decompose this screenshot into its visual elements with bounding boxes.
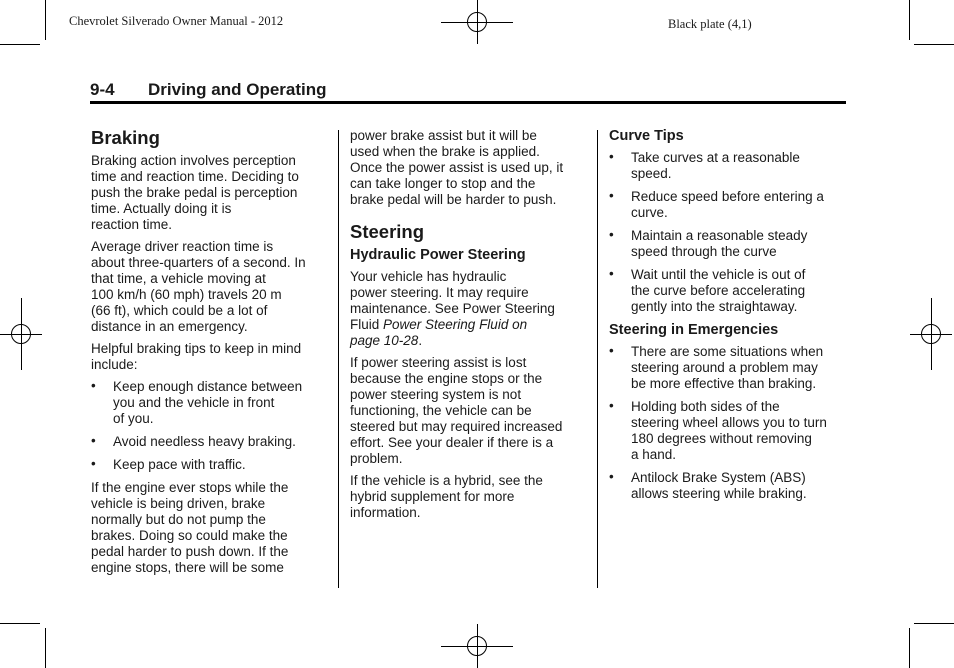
section-rule [90, 101, 846, 104]
list-item: • Holding both sides of the steering wheel allows you to turn 180 degrees without removing a hand. [609, 399, 847, 463]
crop-mark [0, 623, 40, 624]
heading-curve-tips: Curve Tips [609, 128, 684, 144]
paragraph: Braking action involves perception time and reaction time. Deciding to push the brake pedal is perception time. Actually doing it is reaction time. [91, 153, 299, 232]
section-header [90, 80, 846, 100]
cross-reference-link[interactable]: Power Steering Fluid on [383, 317, 528, 332]
list-item: • Wait until the vehicle is out of the curve before accelerating gently into the straightaway. [609, 267, 847, 315]
paragraph: If power steering assist is lost because the engine stops or the power steering system is not functioning, the vehicle can be steered but may required increased effort. See your dealer if there is a problem. [350, 355, 563, 466]
list-item: • There are some situations when steering around a problem may be more effective than braking. [609, 344, 847, 392]
list-item: • Keep pace with traffic. [91, 457, 327, 473]
section-title: Driving and Operating [148, 80, 327, 99]
crop-mark [914, 623, 954, 624]
list-item: • Maintain a reasonable steady speed through the curve [609, 228, 847, 260]
crop-mark [914, 44, 954, 45]
column-1 [91, 128, 327, 582]
plate-label: Black plate (4,1) [668, 17, 752, 31]
list-item: • Reduce speed before entering a curve. [609, 189, 847, 221]
column-divider [597, 130, 598, 588]
crop-mark [45, 0, 46, 40]
heading-steering: Steering [350, 221, 425, 242]
page-number: 9-4 [90, 80, 115, 99]
paragraph: If the vehicle is a hybrid, see the hybrid supplement for more information. [350, 473, 543, 520]
page-reference-link[interactable]: page 10-28 [350, 333, 419, 348]
column-divider [338, 130, 339, 588]
list-item: • Keep enough distance between you and the vehicle in front of you. [91, 379, 327, 427]
list-item: • Antilock Brake System (ABS) allows steering while braking. [609, 470, 847, 502]
paragraph: Your vehicle has hydraulic power steering. It may require maintenance. See Power Steering Fluid Power Steering Fluid on page 10-28. [350, 269, 555, 348]
list-item: • Take curves at a reasonable speed. [609, 150, 847, 182]
emergency-steering-list [609, 344, 847, 502]
paragraph: If the engine ever stops while the vehicle is being driven, brake normally but do not pump the brakes. Doing so could make the pedal harder to push down. If the engine stops, there will be some [91, 480, 289, 575]
crop-mark [45, 628, 46, 668]
running-header-title: Chevrolet Silverado Owner Manual - 2012 [69, 14, 284, 28]
braking-tips-list [91, 379, 327, 473]
curve-tips-list [609, 150, 847, 315]
list-item: • Avoid needless heavy braking. [91, 434, 327, 450]
crop-mark [0, 44, 40, 45]
crop-mark [909, 628, 910, 668]
column-2 [350, 128, 586, 527]
crop-mark [909, 0, 910, 40]
heading-braking: Braking [91, 127, 160, 148]
subheading-hydraulic-power-steering: Hydraulic Power Steering [350, 247, 526, 263]
column-3 [609, 128, 847, 509]
paragraph: power brake assist but it will be used when the brake is applied. Once the power assist is used up, it can take longer to stop and the brake pedal will be harder to push. [350, 128, 564, 207]
paragraph: Average driver reaction time is about three-quarters of a second. In that time, a vehicle moving at 100 km/h (60 mph) travels 20 m (66 ft), which could be a lot of distance in an emergency. [91, 239, 306, 334]
heading-steering-in-emergencies: Steering in Emergencies [609, 322, 779, 338]
paragraph: Helpful braking tips to keep in mind include: [91, 341, 302, 372]
